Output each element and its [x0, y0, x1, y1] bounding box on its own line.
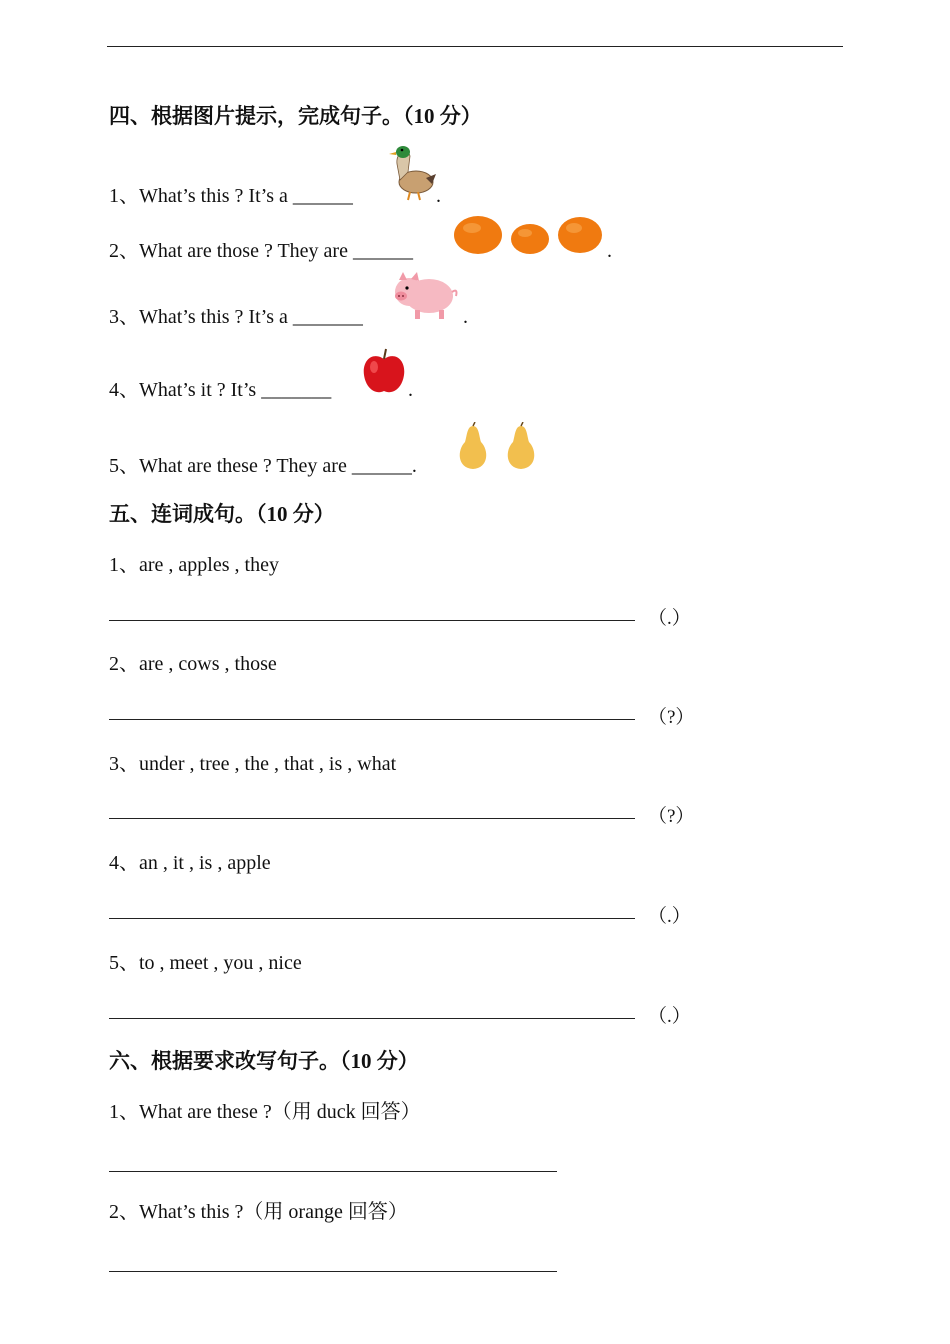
- three-oranges-icon: [452, 214, 606, 258]
- s5-item-4-punct: （.）: [648, 906, 691, 927]
- s6-item-2-text: 2、What’s this ?（用 orange 回答）: [109, 1201, 408, 1223]
- s4-item-4-tail: .: [408, 379, 413, 401]
- s4-item-2-text: 2、What are those ? They are ______: [109, 240, 413, 262]
- header-rule: [107, 46, 843, 47]
- s5-item-4-words: 4、an , it , is , apple: [109, 852, 271, 874]
- s5-item-2-answer[interactable]: [109, 701, 635, 726]
- s4-item-1: [109, 184, 353, 208]
- s5-item-5-answer[interactable]: [109, 1000, 635, 1025]
- s5-item-2-words: 2、are , cows , those: [109, 653, 277, 675]
- s6-item-1-text: 1、What are these ?（用 duck 回答）: [109, 1101, 421, 1123]
- s5-item-3-answer[interactable]: [109, 800, 635, 825]
- s5-item-3-words: 3、under , tree , the , that , is , what: [109, 753, 397, 775]
- s5-item-2-punct: （?）: [648, 707, 695, 728]
- s5-item-1-words: 1、are , apples , they: [109, 554, 279, 576]
- s5-item-1-answer[interactable]: [109, 602, 635, 627]
- pig-icon: [391, 270, 459, 322]
- duck-icon: [386, 142, 438, 204]
- s4-item-1-text: 1、What’s this ? It’s a ______: [109, 185, 353, 207]
- s4-item-4-text: 4、What’s it ? It’s _______: [109, 379, 332, 401]
- s6-item-2-answer[interactable]: [109, 1253, 557, 1278]
- s4-item-3: [109, 305, 363, 329]
- s4-item-3-tail: .: [463, 306, 468, 328]
- section4-heading: 四、根据图片提示，完成句子。（10 分）: [109, 104, 482, 128]
- section6-heading: 六、根据要求改写句子。（10 分）: [109, 1049, 419, 1073]
- s5-item-4-answer[interactable]: [109, 900, 635, 925]
- s5-item-5-punct: （.）: [648, 1006, 691, 1027]
- s4-item-4: [109, 378, 331, 402]
- s4-item-5-text: 5、What are these ? They are ______.: [109, 455, 417, 477]
- s4-item-3-text: 3、What’s this ? It’s a _______: [109, 306, 363, 328]
- s4-item-1-tail: .: [436, 185, 441, 207]
- s4-item-2: [109, 239, 413, 263]
- s5-item-1-punct: （.）: [648, 608, 691, 629]
- s5-item-3-punct: （?）: [648, 806, 695, 827]
- apple-icon: [360, 347, 408, 397]
- two-pears-icon: [455, 422, 541, 472]
- s6-item-1-answer[interactable]: [109, 1153, 557, 1178]
- s5-item-5-words: 5、to , meet , you , nice: [109, 952, 302, 974]
- section5-heading: 五、连词成句。（10 分）: [109, 502, 335, 526]
- s4-item-5: [109, 454, 417, 478]
- s4-item-2-tail: .: [607, 240, 612, 262]
